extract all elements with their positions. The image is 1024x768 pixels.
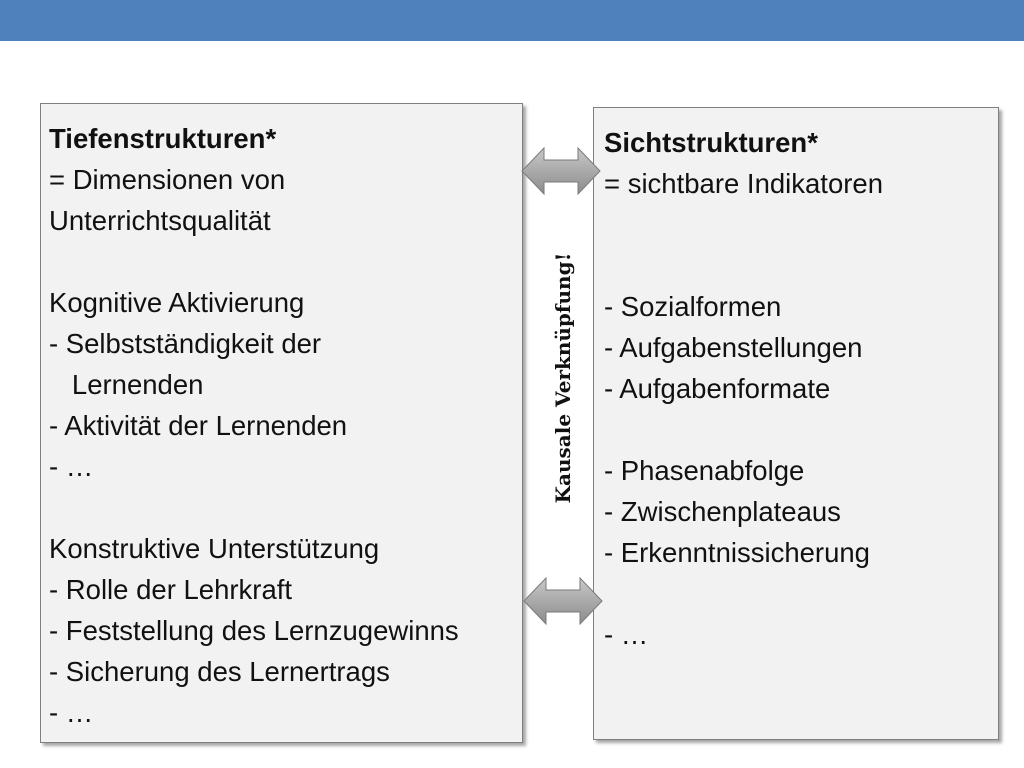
deep-structures-line: - Aktivität der Lernenden	[49, 410, 348, 441]
deep-structures-line: - Rolle der Lehrkraft	[49, 574, 293, 605]
deep-structures-line: - Feststellung des Lernzugewinns	[49, 615, 459, 646]
deep-structures-title: Tiefenstrukturen*	[49, 123, 277, 154]
deep-structures-spacer	[49, 487, 522, 528]
surface-structures-line: - …	[604, 619, 649, 650]
deep-structures-line: - …	[49, 697, 94, 728]
surface-structures-line: = sichtbare Indikatoren	[604, 168, 883, 199]
deep-structures-line: - …	[49, 451, 94, 482]
double-arrow-bottom-icon	[522, 575, 604, 627]
causal-link-label: Kausale Verknüpfung!	[551, 252, 575, 504]
surface-structures-title: Sichtstrukturen*	[604, 127, 818, 158]
surface-structures-line: - Sozialformen	[604, 291, 782, 322]
surface-structures-line: - Zwischenplateaus	[604, 496, 841, 527]
deep-structures-spacer	[49, 241, 522, 282]
deep-structures-line: - Selbstständigkeit der	[49, 328, 322, 359]
surface-structures-line: - Phasenabfolge	[604, 455, 805, 486]
deep-structures-box	[40, 103, 523, 743]
deep-structures-line: Konstruktive Unterstützung	[49, 533, 380, 564]
surface-structures-line: - Aufgabenstellungen	[604, 332, 863, 363]
surface-structures-spacer	[604, 573, 998, 614]
surface-structures-box	[593, 107, 999, 740]
top-header-bar	[0, 0, 1024, 41]
surface-structures-line: - Erkenntnissicherung	[604, 537, 870, 568]
deep-structures-line: Kognitive Aktivierung	[49, 287, 305, 318]
deep-structures-line: = Dimensionen von	[49, 164, 286, 195]
surface-structures-spacer	[604, 409, 998, 450]
surface-structures-spacer	[604, 245, 998, 286]
deep-structures-line: Lernenden	[49, 369, 204, 400]
surface-structures-spacer	[604, 204, 998, 245]
double-arrow-top-icon	[520, 145, 602, 197]
deep-structures-line: Unterrichtsqualität	[49, 205, 271, 236]
surface-structures-line: - Aufgabenformate	[604, 373, 831, 404]
deep-structures-line: - Sicherung des Lernertrags	[49, 656, 390, 687]
